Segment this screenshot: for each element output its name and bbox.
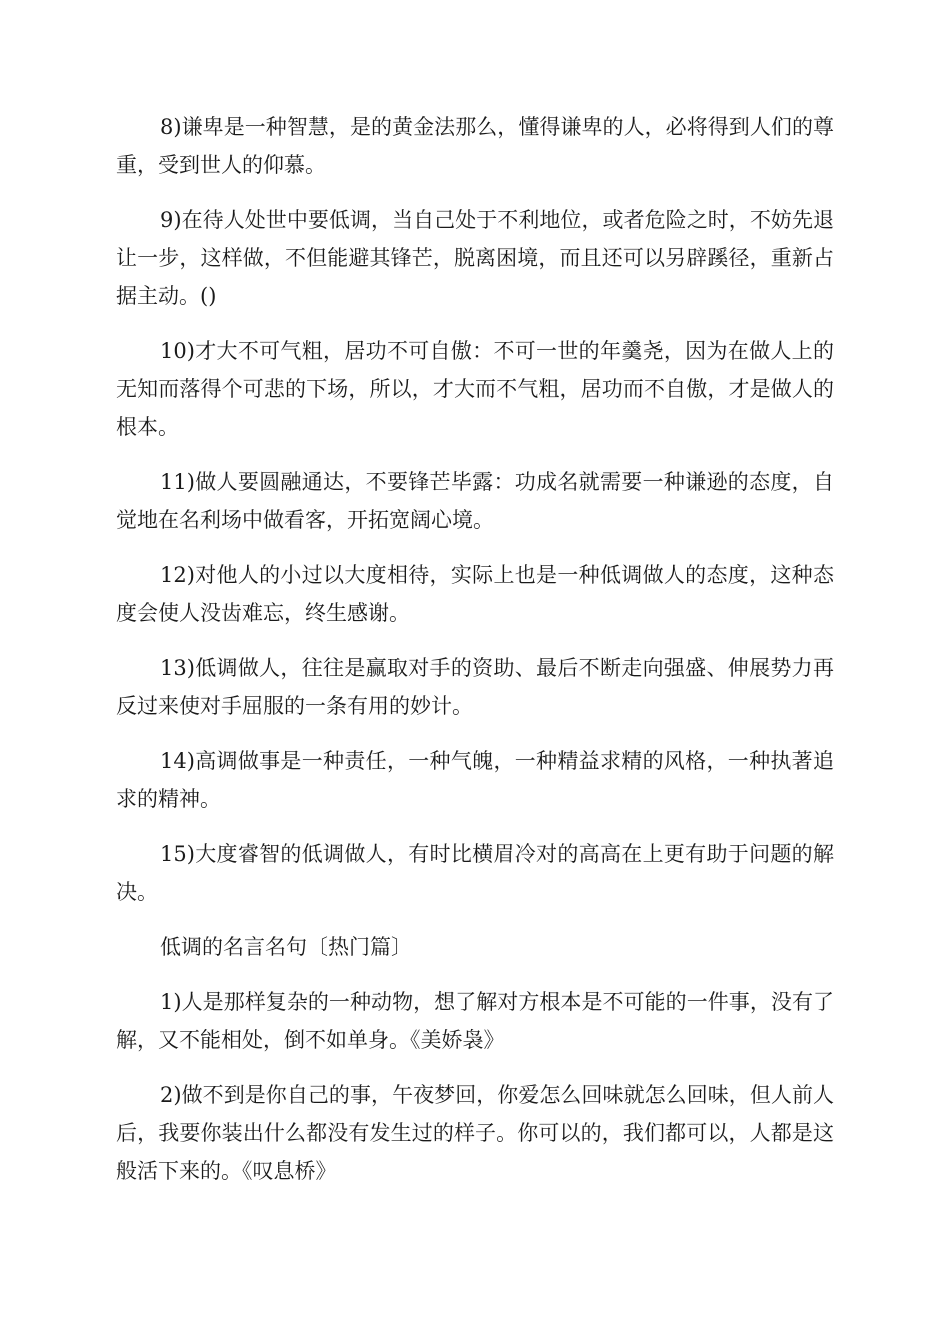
quote-paragraph-2: 2)做不到是你自己的事，午夜梦回，你爱怎么回味就怎么回味，但人前人后，我要你装出什么都没有发生过的样子。你可以的，我们都可以，人都是这般活下来的。《叹息桥》 <box>116 1083 834 1183</box>
quote-paragraph-1: 1)人是那样复杂的一种动物，想了解对方根本是不可能的一件事，没有了解，又不能相处，倒不如单身。《美娇袅》 <box>116 990 834 1052</box>
paragraph-talent-not-arrogant: 10)才大不可气粗，居功不可自傲：不可一世的年羹尧，因为在做人上的无知而落得个可悲的下场，所以，才大而不气粗，居功而不自傲，才是做人的根本。 <box>116 339 834 439</box>
document-body <box>116 108 834 1207</box>
paragraph-harmonious-humble: 11)做人要圆融通达，不要锋芒毕露：功成名就需要一种谦逊的态度，自觉地在名利场中做看客，开拓宽阔心境。 <box>116 470 834 532</box>
paragraph-low-profile-retreat: 9)在待人处世中要低调，当自己处于不利地位，或者危险之时，不妨先退让一步，这样做，不但能避其锋芒，脱离困境，而且还可以另辟蹊径，重新占据主动。() <box>116 208 834 308</box>
paragraph-win-opponent: 13)低调做人，往往是赢取对手的资助、最后不断走向强盛、伸展势力再反过来使对手屈服的一条有用的妙计。 <box>116 656 834 718</box>
paragraph-wise-low-profile: 15)大度睿智的低调做人，有时比横眉冷对的高高在上更有助于问题的解决。 <box>116 842 834 904</box>
paragraph-humility-wisdom: 8)谦卑是一种智慧，是的黄金法那么，懂得谦卑的人，必将得到人们的尊重，受到世人的仰慕。 <box>116 115 834 177</box>
section-heading-famous-quotes: 低调的名言名句〔热门篇〕 <box>160 935 412 959</box>
paragraph-tolerance: 12)对他人的小过以大度相待，实际上也是一种低调做人的态度，这种态度会使人没齿难忘，终生感谢。 <box>116 563 834 625</box>
paragraph-high-profile-work: 14)高调做事是一种责任，一种气魄，一种精益求精的风格，一种执著追求的精神。 <box>116 749 834 811</box>
